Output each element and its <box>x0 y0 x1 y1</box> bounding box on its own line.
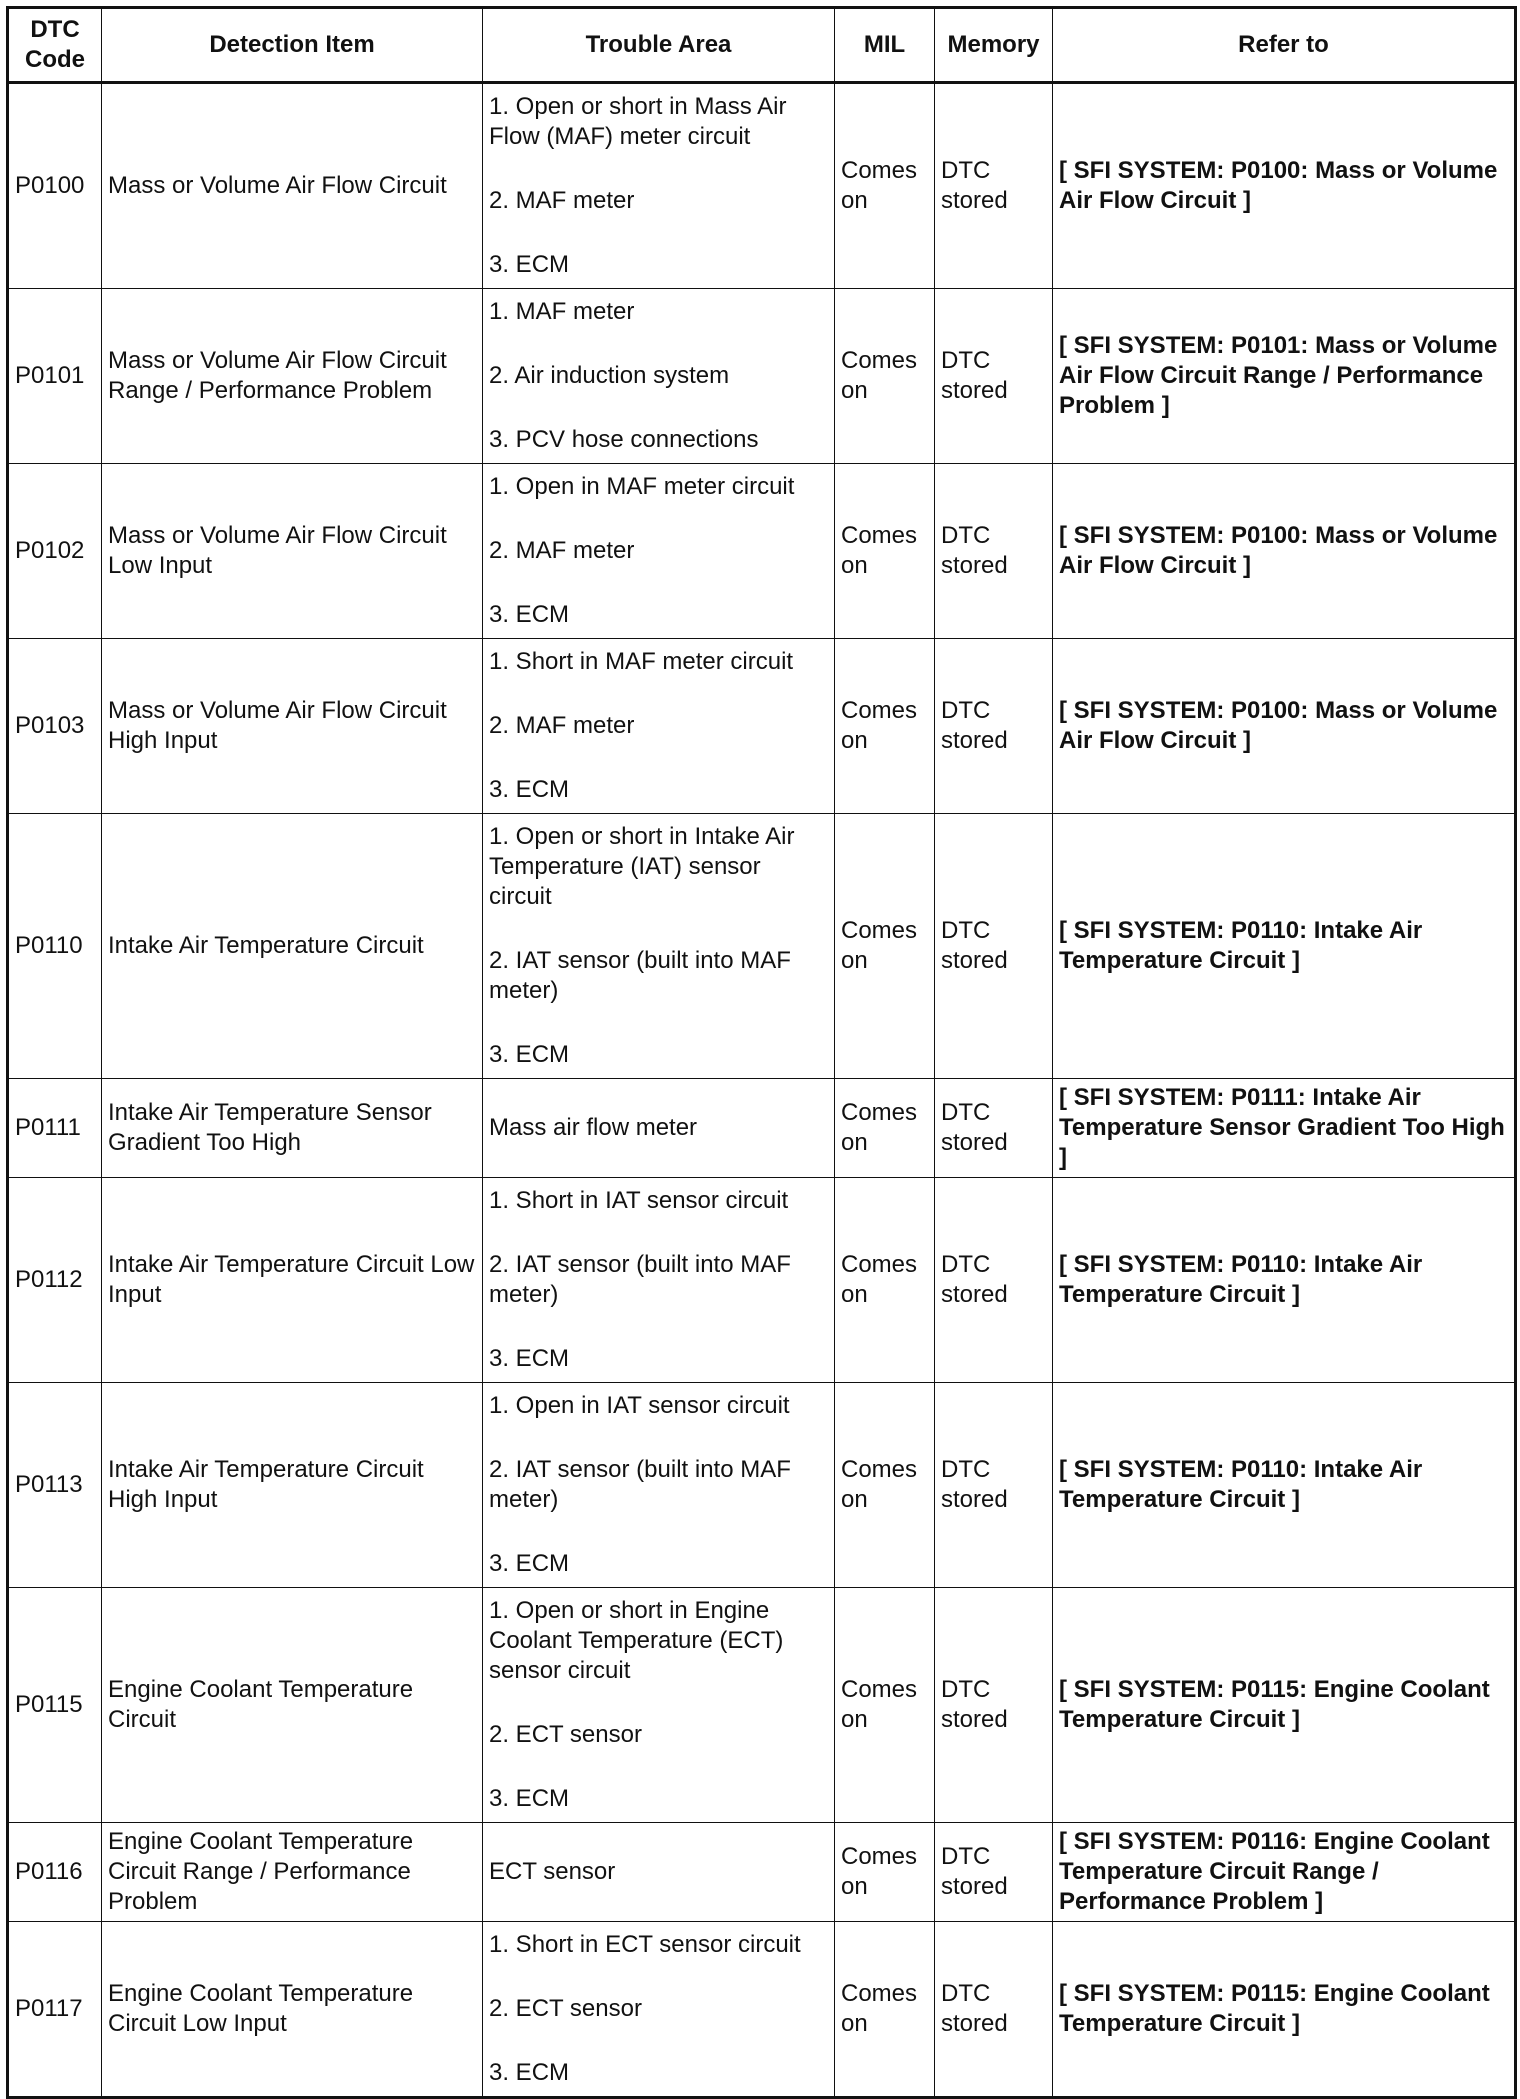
trouble-area-list <box>489 1109 828 1147</box>
trouble-area-item: 3. ECM <box>489 776 570 803</box>
trouble-area-item: 3. ECM <box>489 1041 570 1068</box>
table-row <box>8 639 1516 814</box>
header-mil: MIL <box>835 8 935 83</box>
trouble-area-item: 1. Open or short in Engine Coolant Temperature (ECT) sensor circuit <box>489 1597 784 1684</box>
trouble-area-item: 2. MAF meter <box>489 537 635 564</box>
trouble-area-cell <box>483 83 835 289</box>
trouble-area-cell <box>483 1383 835 1588</box>
header-trouble-area: Trouble Area <box>483 8 835 83</box>
refer-to-cell: [ SFI SYSTEM: P0115: Engine Coolant Temperature Circuit ] <box>1053 1922 1516 2098</box>
trouble-area-cell <box>483 464 835 639</box>
table-row <box>8 1383 1516 1588</box>
table-row <box>8 1823 1516 1922</box>
trouble-area-list <box>489 88 828 284</box>
trouble-area-list <box>489 643 828 809</box>
trouble-area-list <box>489 1182 828 1378</box>
detection-item-cell: Engine Coolant Temperature Circuit Range / Performance Problem <box>102 1823 483 1922</box>
memory-cell: DTC stored <box>935 464 1053 639</box>
table-row <box>8 464 1516 639</box>
dtc-code-cell: P0112 <box>8 1178 102 1383</box>
trouble-area-cell <box>483 814 835 1079</box>
header-detection-item: Detection Item <box>102 8 483 83</box>
trouble-area-item: 3. ECM <box>489 1550 570 1577</box>
trouble-area-item: 1. Open or short in Mass Air Flow (MAF) meter circuit <box>489 93 787 150</box>
mil-cell: Comes on <box>835 1823 935 1922</box>
trouble-area-cell <box>483 1178 835 1383</box>
trouble-area-item: 3. ECM <box>489 601 570 628</box>
mil-cell: Comes on <box>835 639 935 814</box>
detection-item-cell: Intake Air Temperature Circuit <box>102 814 483 1079</box>
table-row <box>8 1178 1516 1383</box>
detection-item-cell: Mass or Volume Air Flow Circuit Low Input <box>102 464 483 639</box>
trouble-area-list <box>489 468 828 634</box>
table-row <box>8 289 1516 464</box>
memory-cell: DTC stored <box>935 1823 1053 1922</box>
trouble-area-item: 2. Air induction system <box>489 362 730 389</box>
mil-cell: Comes on <box>835 1178 935 1383</box>
trouble-area-item: 1. MAF meter <box>489 298 635 325</box>
header-dtc-code: DTC Code <box>8 8 102 83</box>
trouble-area-cell <box>483 1922 835 2098</box>
dtc-code-cell: P0117 <box>8 1922 102 2098</box>
mil-cell: Comes on <box>835 1922 935 2098</box>
trouble-area-item: 1. Short in IAT sensor circuit <box>489 1187 789 1214</box>
memory-cell: DTC stored <box>935 83 1053 289</box>
detection-item-cell: Intake Air Temperature Circuit Low Input <box>102 1178 483 1383</box>
trouble-area-item: 3. ECM <box>489 1785 570 1812</box>
trouble-area-item: 2. MAF meter <box>489 187 635 214</box>
mil-cell: Comes on <box>835 289 935 464</box>
trouble-area-item: 1. Open in IAT sensor circuit <box>489 1392 790 1419</box>
trouble-area-item: 2. IAT sensor (built into MAF meter) <box>489 1456 791 1513</box>
refer-to-cell: [ SFI SYSTEM: P0101: Mass or Volume Air Flow Circuit Range / Performance Problem ] <box>1053 289 1516 464</box>
refer-to-cell: [ SFI SYSTEM: P0110: Intake Air Temperature Circuit ] <box>1053 1178 1516 1383</box>
trouble-area-list <box>489 1387 828 1583</box>
detection-item-cell: Engine Coolant Temperature Circuit Low Input <box>102 1922 483 2098</box>
table-row <box>8 814 1516 1079</box>
refer-to-cell: [ SFI SYSTEM: P0115: Engine Coolant Temperature Circuit ] <box>1053 1588 1516 1823</box>
memory-cell: DTC stored <box>935 639 1053 814</box>
trouble-area-item: 3. ECM <box>489 1345 570 1372</box>
detection-item-cell: Mass or Volume Air Flow Circuit <box>102 83 483 289</box>
table-row <box>8 83 1516 289</box>
mil-cell: Comes on <box>835 1588 935 1823</box>
detection-item-cell: Intake Air Temperature Circuit High Input <box>102 1383 483 1588</box>
trouble-area-list <box>489 1853 828 1891</box>
refer-to-cell: [ SFI SYSTEM: P0110: Intake Air Temperature Circuit ] <box>1053 814 1516 1079</box>
dtc-code-cell: P0111 <box>8 1079 102 1178</box>
mil-cell: Comes on <box>835 1383 935 1588</box>
dtc-code-cell: P0110 <box>8 814 102 1079</box>
table-row <box>8 1922 1516 2098</box>
trouble-area-item: 3. ECM <box>489 251 570 278</box>
mil-cell: Comes on <box>835 83 935 289</box>
trouble-area-item: 2. IAT sensor (built into MAF meter) <box>489 1251 791 1308</box>
detection-item-cell: Mass or Volume Air Flow Circuit High Input <box>102 639 483 814</box>
trouble-area-item: Mass air flow meter <box>489 1114 698 1141</box>
mil-cell: Comes on <box>835 464 935 639</box>
memory-cell: DTC stored <box>935 1922 1053 2098</box>
detection-item-cell: Intake Air Temperature Sensor Gradient Too High <box>102 1079 483 1178</box>
dtc-code-cell: P0103 <box>8 639 102 814</box>
trouble-area-item: 2. MAF meter <box>489 712 635 739</box>
trouble-area-item: 1. Open or short in Intake Air Temperature (IAT) sensor circuit <box>489 823 795 910</box>
header-refer-to: Refer to <box>1053 8 1516 83</box>
trouble-area-cell <box>483 1588 835 1823</box>
trouble-area-item: 3. ECM <box>489 2059 570 2086</box>
refer-to-cell: [ SFI SYSTEM: P0116: Engine Coolant Temperature Circuit Range / Performance Problem ] <box>1053 1823 1516 1922</box>
memory-cell: DTC stored <box>935 1383 1053 1588</box>
memory-cell: DTC stored <box>935 814 1053 1079</box>
detection-item-cell: Engine Coolant Temperature Circuit <box>102 1588 483 1823</box>
dtc-code-cell: P0102 <box>8 464 102 639</box>
dtc-code-cell: P0115 <box>8 1588 102 1823</box>
refer-to-cell: [ SFI SYSTEM: P0100: Mass or Volume Air Flow Circuit ] <box>1053 464 1516 639</box>
refer-to-cell: [ SFI SYSTEM: P0100: Mass or Volume Air Flow Circuit ] <box>1053 639 1516 814</box>
dtc-table <box>6 6 1517 2099</box>
memory-cell: DTC stored <box>935 289 1053 464</box>
trouble-area-item: 2. ECT sensor <box>489 1995 642 2022</box>
trouble-area-item: 1. Short in MAF meter circuit <box>489 648 794 675</box>
mil-cell: Comes on <box>835 814 935 1079</box>
mil-cell: Comes on <box>835 1079 935 1178</box>
trouble-area-cell <box>483 639 835 814</box>
trouble-area-item: 1. Short in ECT sensor circuit <box>489 1931 801 1958</box>
dtc-code-cell: P0100 <box>8 83 102 289</box>
header-memory: Memory <box>935 8 1053 83</box>
table-row <box>8 1588 1516 1823</box>
trouble-area-item: 2. ECT sensor <box>489 1721 642 1748</box>
table-body <box>8 83 1516 2098</box>
memory-cell: DTC stored <box>935 1178 1053 1383</box>
trouble-area-list <box>489 1592 828 1818</box>
memory-cell: DTC stored <box>935 1079 1053 1178</box>
trouble-area-item: ECT sensor <box>489 1858 616 1885</box>
table-row <box>8 1079 1516 1178</box>
trouble-area-cell <box>483 1079 835 1178</box>
trouble-area-item: 2. IAT sensor (built into MAF meter) <box>489 947 791 1004</box>
table-header <box>8 8 1516 83</box>
refer-to-cell: [ SFI SYSTEM: P0100: Mass or Volume Air Flow Circuit ] <box>1053 83 1516 289</box>
trouble-area-list <box>489 293 828 459</box>
dtc-code-cell: P0113 <box>8 1383 102 1588</box>
dtc-code-cell: P0116 <box>8 1823 102 1922</box>
trouble-area-item: 3. PCV hose connections <box>489 426 759 453</box>
trouble-area-item: 1. Open in MAF meter circuit <box>489 473 795 500</box>
memory-cell: DTC stored <box>935 1588 1053 1823</box>
dtc-code-cell: P0101 <box>8 289 102 464</box>
trouble-area-cell <box>483 289 835 464</box>
trouble-area-list <box>489 818 828 1074</box>
trouble-area-cell <box>483 1823 835 1922</box>
detection-item-cell: Mass or Volume Air Flow Circuit Range / Performance Problem <box>102 289 483 464</box>
refer-to-cell: [ SFI SYSTEM: P0110: Intake Air Temperature Circuit ] <box>1053 1383 1516 1588</box>
refer-to-cell: [ SFI SYSTEM: P0111: Intake Air Temperature Sensor Gradient Too High ] <box>1053 1079 1516 1178</box>
trouble-area-list <box>489 1926 828 2092</box>
